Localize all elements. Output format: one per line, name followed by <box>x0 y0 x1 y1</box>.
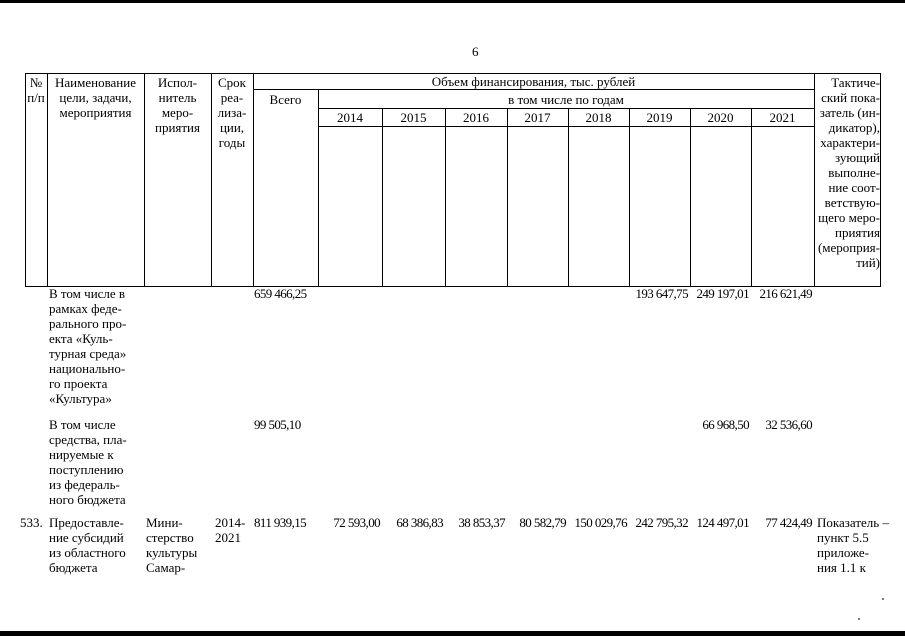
row-year-value: 72 593,00 <box>333 515 380 530</box>
row-year-value: 38 853,37 <box>458 515 505 530</box>
row-name: бюджета <box>49 560 98 575</box>
row-year-value: 80 582,79 <box>519 515 566 530</box>
page-number: 6 <box>472 44 479 59</box>
header-indicator: зующий <box>835 150 880 165</box>
header-indicator: ние соот- <box>828 180 880 195</box>
row-total: 811 939,15 <box>254 515 307 530</box>
header-indicator: приятия <box>834 225 880 240</box>
header-term: Срок <box>218 75 246 90</box>
header-indicator: щего меро- <box>818 210 880 225</box>
row-name: го проекта <box>49 376 108 391</box>
header-funding-title: Объем финансирования, тыс. рублей <box>431 74 636 89</box>
row-name: В том числе в <box>49 286 126 301</box>
row-executor: культуры <box>146 545 198 560</box>
row-year-value: 242 795,32 <box>635 515 688 530</box>
header-year: 2016 <box>463 110 489 125</box>
header-executor: нитель <box>158 90 197 105</box>
header-indicator: Тактиче- <box>831 75 880 90</box>
row-term: 2014- <box>215 515 246 530</box>
row-name: турная среда» <box>49 346 127 361</box>
row-year-value: 150 029,76 <box>574 515 627 530</box>
header-year: 2019 <box>646 110 673 125</box>
row-year-value: 68 386,83 <box>396 515 443 530</box>
header-year: 2020 <box>707 110 734 125</box>
header-year: 2014 <box>337 110 363 125</box>
bottom-scan-border <box>0 631 905 636</box>
row-executor: Мини- <box>146 515 183 530</box>
header-name: Наименование <box>55 75 136 90</box>
header-year: 2017 <box>524 110 551 125</box>
header-indicator: ский пока- <box>821 90 880 105</box>
scan-speck <box>882 598 884 600</box>
header-name: цели, задачи, <box>59 90 132 105</box>
header-indicator: выполне- <box>828 165 880 180</box>
column-divider <box>629 108 630 287</box>
column-divider <box>382 108 383 287</box>
row-name: из областного <box>49 545 126 560</box>
row-name: из федераль- <box>49 477 120 492</box>
header-indicator: ветствую- <box>824 195 880 210</box>
row-indicator: приложе- <box>817 545 869 560</box>
header-term: лиза- <box>217 105 247 120</box>
funding-header-rule <box>253 89 815 90</box>
header-year: 2021 <box>769 110 796 125</box>
header-indicator: дикатор), <box>828 120 880 135</box>
header-executor: меро- <box>161 105 194 120</box>
row-year-value: 66 968,50 <box>702 417 749 432</box>
column-divider <box>445 108 446 287</box>
header-indicator: характери- <box>820 135 880 150</box>
row-indicator: ния 1.1 к <box>817 560 866 575</box>
row-total: 659 466,25 <box>254 286 307 301</box>
row-name: рального про- <box>49 316 127 331</box>
row-indicator: Показатель – <box>817 515 889 530</box>
scan-speck <box>858 618 860 620</box>
header-indicator: затель (ин- <box>819 105 880 120</box>
row-year-value: 32 536,60 <box>765 417 812 432</box>
row-total: 99 505,10 <box>254 417 301 432</box>
row-name: В том числе <box>49 417 116 432</box>
header-number: п/п <box>27 90 45 105</box>
row-year-value: 124 497,01 <box>696 515 749 530</box>
header-indicator: (мероприя- <box>817 240 880 255</box>
row-name: екта «Куль- <box>49 331 113 346</box>
row-year-value: 216 621,49 <box>759 286 812 301</box>
row-name: национально- <box>49 361 126 376</box>
header-year: 2015 <box>400 110 427 125</box>
header-by-years: в том числе по годам <box>508 92 624 107</box>
column-divider <box>751 108 752 287</box>
row-name: средства, пла- <box>49 432 127 447</box>
header-executor: приятия <box>154 120 200 135</box>
header-term: реа- <box>220 90 244 105</box>
row-indicator: пункт 5.5 <box>817 530 869 545</box>
header-executor: Испол- <box>157 75 198 90</box>
row-year-value: 249 197,01 <box>696 286 749 301</box>
row-name: Предоставле- <box>49 515 124 530</box>
column-divider <box>25 73 26 287</box>
row-year-value: 193 647,75 <box>635 286 688 301</box>
top-scan-border <box>0 0 905 3</box>
year-labels-rule <box>318 126 815 127</box>
header-year: 2018 <box>585 110 612 125</box>
row-name: поступлению <box>49 462 124 477</box>
row-name: «Культура» <box>49 391 112 406</box>
header-number: № <box>29 75 43 90</box>
years-header-rule <box>318 108 815 109</box>
row-name: рамках феде- <box>49 301 122 316</box>
column-divider <box>880 73 881 287</box>
header-indicator: тий) <box>856 255 880 270</box>
row-name: ного бюджета <box>49 492 126 507</box>
header-name: мероприятия <box>59 105 132 120</box>
row-number: 533. <box>20 515 43 530</box>
column-divider <box>568 108 569 287</box>
row-year-value: 77 424,49 <box>765 515 812 530</box>
row-term: 2021 <box>215 530 241 545</box>
row-name: ние субсидий <box>49 530 124 545</box>
header-total: Всего <box>269 92 302 107</box>
row-executor: Самар- <box>146 560 186 575</box>
header-term: ции, <box>219 120 245 135</box>
row-executor: стерство <box>146 530 194 545</box>
row-name: нируемые к <box>49 447 114 462</box>
column-divider <box>690 108 691 287</box>
column-divider <box>507 108 508 287</box>
header-term: годы <box>218 135 246 150</box>
